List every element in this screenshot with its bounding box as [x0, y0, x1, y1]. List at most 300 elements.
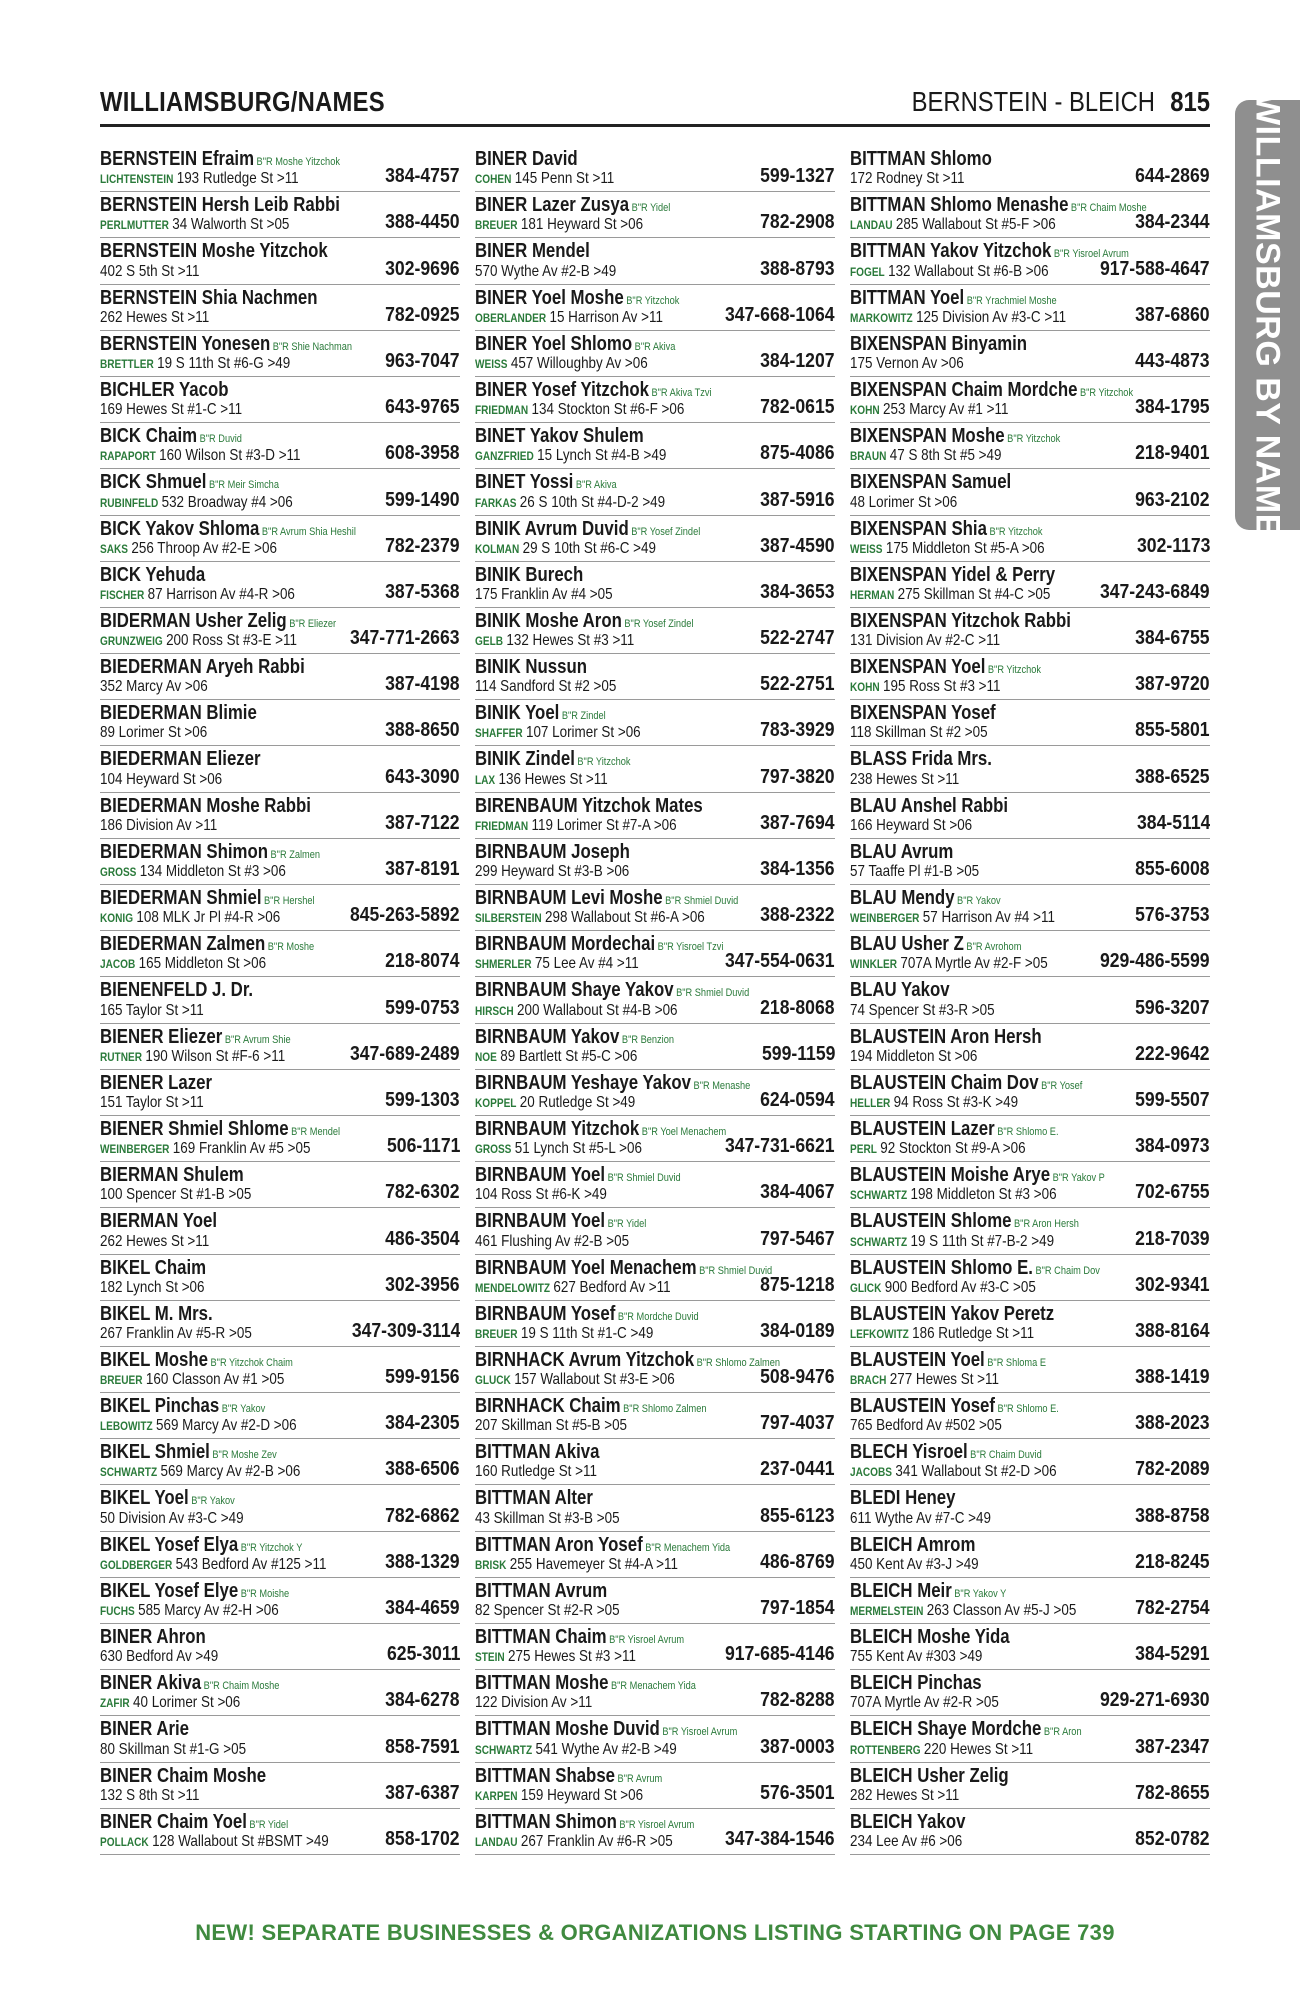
entry-phone: 917-685-4146 [725, 1643, 835, 1666]
page-header [100, 82, 1210, 127]
entry-address: 57 Harrison Av #4 >11 [922, 909, 1055, 927]
entry-line-name [850, 656, 1152, 679]
listing-entry [850, 423, 1210, 469]
entry-line-address [100, 1048, 285, 1066]
listing-entry [100, 1024, 460, 1070]
entry-in-law-name: ZAFIR [100, 1696, 130, 1711]
entry-address: 262 Hewes St >11 [100, 1232, 210, 1250]
entry-name: BINIK Zindel [475, 748, 575, 771]
entry-phone: 797-4037 [760, 1412, 835, 1435]
entry-phone: 486-8769 [760, 1550, 835, 1573]
entry-phone: 599-1327 [760, 165, 835, 188]
entry-father-name: B"R Yitzchok [1007, 433, 1061, 446]
entry-address: 532 Broadway #4 >06 [161, 493, 293, 511]
listing-entry [475, 1301, 835, 1347]
entry-in-law-name: BREUER [475, 1326, 518, 1341]
entry-in-law-name: WEINBERGER [100, 1142, 170, 1157]
entry-phone: 782-6302 [385, 1181, 460, 1204]
entry-line-address [475, 1233, 629, 1251]
listing-entry [850, 1393, 1210, 1439]
entry-name: BITTMAN Yoel [850, 286, 965, 309]
entry-line-name [850, 194, 1152, 217]
entry-in-law-name: SHAFFER [475, 726, 523, 741]
entry-line-address [100, 216, 289, 234]
entry-line-address [850, 1371, 999, 1389]
listing-entry [850, 1439, 1210, 1485]
entry-phone: 347-384-1546 [725, 1827, 835, 1850]
entry-phone: 875-1218 [760, 1273, 835, 1296]
entry-father-name: B"R Yrachmiel Moshe [966, 294, 1057, 307]
listing-entry [475, 1670, 835, 1716]
entry-address: 569 Marcy Av #2-D >06 [155, 1417, 297, 1435]
entry-father-name: B"R Avrum Shie [224, 1033, 291, 1046]
listing-entry [850, 192, 1210, 238]
entry-name: BIRNBAUM Yosef [475, 1302, 616, 1325]
entry-phone: 384-3653 [760, 580, 835, 603]
entry-in-law-name: KARPEN [475, 1788, 518, 1803]
entry-father-name: B"R Chaim Duvid [970, 1449, 1042, 1462]
entry-phone: 782-8288 [760, 1689, 835, 1712]
entry-line-address [100, 909, 280, 927]
entry-line-name [850, 1118, 1152, 1141]
entry-address: 352 Marcy Av >06 [100, 678, 208, 696]
entry-phone: 347-689-2489 [350, 1042, 460, 1065]
entry-phone: 599-1159 [761, 1042, 835, 1065]
entry-line-address [475, 1002, 678, 1020]
entry-name: BIXENSPAN Samuel [850, 471, 1012, 494]
entry-name: BLAU Yakov [850, 979, 950, 1002]
entry-phone: 596-3207 [1135, 996, 1210, 1019]
entry-name: BITTMAN Shimon [475, 1810, 617, 1833]
entry-phone: 782-2379 [385, 534, 460, 557]
entry-line-name [475, 1257, 777, 1280]
entry-address: 182 Lynch St >06 [100, 1278, 205, 1296]
entry-line-name [100, 1118, 402, 1141]
entry-in-law-name: MARKOWITZ [850, 310, 913, 325]
entry-line-name [100, 1349, 402, 1372]
entry-in-law-name: GROSS [475, 1142, 512, 1157]
entry-name: BIRNBAUM Mordechai [475, 933, 656, 956]
entry-name: BIEDERMAN Zalmen [100, 933, 266, 956]
entry-father-name: B"R Yisroel Avrum [619, 1818, 695, 1831]
listing-entry [100, 1439, 460, 1485]
listing-entry [100, 1809, 460, 1855]
entry-address: 200 Wallabout St #4-B >06 [517, 1001, 678, 1019]
entry-address: 104 Ross St #6-K >49 [475, 1186, 607, 1204]
entry-name: BLAUSTEIN Moishe Arye [850, 1164, 1051, 1187]
entry-name: BIENER Shmiel Shlome [100, 1117, 289, 1140]
listing-entry [100, 192, 460, 238]
entry-address: 50 Division Av #3-C >49 [100, 1509, 244, 1527]
entry-address: 900 Bedford Av #3-C >05 [884, 1278, 1036, 1296]
entry-line-address [850, 216, 1056, 234]
entry-father-name: B"R Chaim Moshe [1070, 202, 1147, 215]
entry-in-law-name: GLUCK [475, 1373, 511, 1388]
entry-address: 26 S 10th St #4-D-2 >49 [519, 493, 666, 511]
entry-line-name [475, 194, 777, 217]
entry-name: BITTMAN Moshe [475, 1672, 609, 1695]
entry-address: 131 Division Av #2-C >11 [850, 632, 1001, 650]
entry-line-address [850, 1140, 1026, 1158]
entry-line-name [100, 748, 402, 771]
entry-address: 238 Hewes St >11 [850, 770, 960, 788]
entry-line-name [850, 979, 1152, 1002]
entry-father-name: B"R Yakov Y [954, 1587, 1007, 1600]
entry-line-name [850, 1257, 1152, 1280]
entry-name: BIRNBAUM Yoel Menachem [475, 1256, 697, 1279]
entry-name: BIDERMAN Usher Zelig [100, 609, 287, 632]
entry-name: BINER David [475, 148, 578, 170]
entry-name: BLAU Anshel Rabbi [850, 794, 1009, 817]
entry-father-name: B"R Shlomo E. [997, 1125, 1059, 1138]
listing-entry [100, 1763, 460, 1809]
entry-phone: 384-1356 [760, 858, 835, 880]
entry-line-address [850, 1417, 1002, 1435]
entry-address: 220 Hewes St >11 [923, 1740, 1034, 1758]
listing-entry [100, 1347, 460, 1393]
entry-father-name: B"R Chaim Moshe [203, 1680, 280, 1693]
entry-name: BITTMAN Shlomo Menashe [850, 194, 1069, 217]
entry-in-law-name: LANDAU [475, 1834, 518, 1849]
listing-entry [100, 331, 460, 377]
entry-phone: 443-4873 [1135, 349, 1210, 372]
entry-address: 299 Heyward St #3-B >06 [475, 863, 630, 880]
entry-line-name [850, 379, 1152, 402]
entry-address: 157 Wallabout St #3-E >06 [514, 1371, 675, 1389]
entry-address: 166 Heyward St >06 [850, 816, 973, 834]
entry-line-name [100, 333, 402, 356]
entry-father-name: B"R Aron [1043, 1726, 1082, 1739]
entry-address: 57 Taaffe Pl #1-B >05 [850, 863, 980, 880]
entry-line-name [100, 1534, 402, 1557]
listing-entry [475, 238, 835, 284]
entry-in-law-name: SCHWARTZ [850, 1188, 908, 1203]
listing-entry [100, 1208, 460, 1254]
entry-address: 186 Division Av >11 [100, 816, 218, 834]
entry-line-address [850, 771, 959, 789]
entry-address: 165 Middleton St >06 [138, 955, 267, 973]
entry-line-name [850, 841, 1152, 864]
entry-in-law-name: KOHN [850, 403, 880, 418]
entry-father-name: B"R Avrum [617, 1772, 663, 1785]
listing-entry [475, 839, 835, 885]
entry-name: BERNSTEIN Hersh Leib Rabbi [100, 194, 340, 217]
entry-address: 298 Wallabout St #6-A >06 [545, 909, 705, 927]
entry-line-address [100, 1556, 326, 1574]
entry-father-name: B"R Zindel [561, 710, 606, 723]
entry-line-name [850, 1580, 1152, 1603]
entry-father-name: B"R Zalmen [270, 848, 321, 861]
entry-line-name [100, 564, 402, 587]
listing-columns [100, 146, 1210, 1908]
entry-name: BICK Yakov Shloma [100, 517, 260, 540]
entry-phone: 384-1795 [1135, 396, 1210, 419]
entry-line-name [475, 379, 777, 402]
entry-phone: 522-2751 [760, 673, 835, 696]
entry-father-name: B"R Yisroel Avrum [662, 1726, 738, 1739]
entry-line-address [850, 909, 1055, 927]
entry-line-name [100, 1210, 402, 1233]
entry-phone: 858-1702 [385, 1827, 460, 1850]
section-title: WILLIAMSBURG/NAMES [100, 86, 385, 117]
entry-line-address [850, 1510, 991, 1528]
entry-address: 543 Bedford Av #125 >11 [175, 1555, 327, 1573]
entry-line-address [100, 1186, 251, 1204]
entry-phone: 387-8191 [385, 858, 460, 880]
entry-address: 181 Heyward St >06 [520, 216, 644, 234]
entry-line-name [850, 1349, 1152, 1372]
entry-name: BERNSTEIN Yonesen [100, 332, 271, 355]
entry-phone: 783-3929 [760, 719, 835, 742]
entry-name: BIENENFELD J. Dr. [100, 979, 254, 1002]
listing-entry [475, 700, 835, 746]
entry-father-name: B"R Shlomo Zalmen [696, 1356, 780, 1369]
entry-phone: 782-8655 [1135, 1781, 1210, 1804]
entry-phone: 387-6387 [385, 1781, 460, 1804]
entry-address: 282 Hewes St >11 [850, 1786, 960, 1804]
entry-line-name [475, 979, 777, 1002]
entry-line-name [100, 1580, 402, 1603]
entry-in-law-name: GRUNZWEIG [100, 634, 163, 649]
entry-phone: 599-0753 [385, 996, 460, 1019]
entry-line-name [475, 1765, 777, 1788]
entry-line-name [100, 240, 402, 263]
entry-father-name: B"R Aron Hersh [1014, 1218, 1079, 1231]
listing-entry [850, 238, 1210, 284]
entry-address: 20 Rutledge St >49 [519, 1093, 636, 1111]
entry-name: BINIK Moshe Aron [475, 609, 622, 632]
entry-name: BINIK Burech [475, 563, 584, 586]
entry-phone: 388-4450 [385, 211, 460, 234]
listing-entry [850, 146, 1210, 192]
listing-entry [850, 839, 1210, 885]
entry-address: 92 Stockton St #9-A >06 [880, 1140, 1026, 1158]
entry-name: BLAUSTEIN Lazer [850, 1117, 995, 1140]
entry-name: BIXENSPAN Chaim Mordche [850, 378, 1078, 401]
entry-line-name [100, 425, 402, 448]
entry-line-address [100, 1140, 310, 1158]
listing-entry [475, 1716, 835, 1762]
entry-line-name [850, 148, 1152, 171]
entry-in-law-name: MERMELSTEIN [850, 1604, 924, 1618]
entry-line-name [850, 1164, 1152, 1187]
entry-in-law-name: WEISS [475, 356, 508, 371]
entry-phone: 347-771-2663 [350, 627, 460, 650]
entry-phone: 222-9642 [1135, 1042, 1210, 1065]
entry-line-address [100, 263, 200, 281]
entry-line-address [475, 1140, 642, 1158]
entry-address: 136 Hewes St >11 [498, 770, 608, 788]
entry-line-address [850, 678, 1000, 696]
entry-in-law-name: FOGEL [850, 264, 885, 279]
entry-phone: 855-6008 [1135, 858, 1210, 880]
entry-line-address [100, 1694, 240, 1712]
entry-name: BIKEL Yoel [100, 1487, 189, 1510]
entry-phone: 576-3753 [1135, 904, 1210, 927]
entry-line-name [100, 656, 402, 679]
entry-name: BIRNHACK Avrum Yitzchok [475, 1348, 695, 1371]
entry-in-law-name: HELLER [850, 1095, 891, 1110]
entry-name: BITTMAN Shabse [475, 1764, 616, 1787]
entry-address: 195 Ross St #3 >11 [883, 678, 1001, 696]
listing-entry [850, 285, 1210, 331]
entry-in-law-name: RUTNER [100, 1049, 142, 1064]
listing-entry [475, 1255, 835, 1301]
listing-entry [100, 469, 460, 515]
entry-name: BLAUSTEIN Shlome [850, 1210, 1012, 1233]
entry-line-name [850, 1395, 1152, 1418]
entry-line-address [100, 1325, 252, 1343]
entry-line-name [475, 333, 777, 356]
entry-line-address [850, 817, 972, 835]
entry-address: 29 S 10th St #6-C >49 [522, 539, 656, 557]
entry-name: BICK Yehuda [100, 563, 206, 586]
entry-father-name: B"R Yakov [221, 1403, 266, 1416]
entry-line-address [850, 263, 1049, 281]
name-range [912, 86, 1210, 118]
entry-line-address [100, 1510, 244, 1528]
entry-address: 19 S 11th St #1-C >49 [520, 1324, 654, 1342]
entry-phone: 218-8074 [385, 950, 460, 973]
entry-address: 134 Stockton St #6-F >06 [531, 401, 685, 419]
entry-address: 48 Lorimer St >06 [850, 493, 958, 511]
entry-line-address [100, 1741, 246, 1759]
entry-name: BLEICH Usher Zelig [850, 1764, 1009, 1787]
entry-father-name: B"R Yoel Menachem [641, 1125, 727, 1138]
entry-in-law-name: GELB [475, 634, 504, 649]
entry-father-name: B"R Yosef Zindel [631, 525, 701, 538]
entry-name: BLEICH Shaye Mordche [850, 1718, 1042, 1741]
entry-father-name: B"R Shlomo E. [997, 1403, 1059, 1416]
entry-father-name: B"R Shmiel Duvid [676, 987, 750, 1000]
entry-father-name: B"R Menashe [693, 1079, 751, 1092]
entry-father-name: B"R Shmiel Duvid [607, 1172, 681, 1185]
entry-name: BIKEL Moshe [100, 1348, 208, 1371]
entry-in-law-name: HERMAN [850, 587, 895, 602]
entry-line-address [100, 955, 266, 973]
entry-line-address [475, 1417, 627, 1435]
entry-phone: 384-1207 [760, 349, 835, 372]
entry-address: 193 Rutledge St >11 [176, 170, 299, 188]
entry-line-name [475, 1395, 777, 1418]
entry-line-address [100, 678, 208, 696]
entry-in-law-name: OBERLANDER [475, 310, 547, 325]
entry-name: BINER Chaim Moshe [100, 1764, 267, 1787]
entry-line-address [850, 1833, 962, 1851]
listing-column [475, 146, 835, 1908]
entry-phone: 782-2754 [1135, 1597, 1210, 1619]
listing-entry [850, 654, 1210, 700]
entry-in-law-name: LICHTENSTEIN [100, 172, 174, 187]
entry-name: BERNSTEIN Moshe Yitzchok [100, 240, 328, 263]
entry-name: BINIK Nussun [475, 656, 588, 679]
entry-name: BINIK Yoel [475, 702, 560, 725]
entry-phone: 388-2023 [1135, 1412, 1210, 1435]
entry-phone: 384-0189 [760, 1319, 835, 1342]
entry-line-name [850, 1534, 1152, 1557]
entry-line-address [850, 540, 1045, 558]
entry-father-name: B"R Mordche Duvid [617, 1310, 699, 1323]
entry-line-name [475, 1718, 777, 1741]
entry-line-address [100, 309, 209, 327]
listing-entry [475, 1024, 835, 1070]
entry-line-address [475, 1048, 637, 1066]
listing-entry [100, 562, 460, 608]
entry-line-address [100, 1463, 300, 1481]
entry-in-law-name: POLLACK [100, 1834, 149, 1849]
entry-address: 89 Lorimer St >06 [100, 724, 208, 742]
entry-address: 74 Spencer St #3-R >05 [850, 1001, 995, 1019]
entry-line-name [850, 702, 1152, 725]
entry-phone: 387-5368 [385, 580, 460, 603]
listing-entry [100, 238, 460, 284]
listing-entry [475, 654, 835, 700]
entry-phone: 782-0925 [385, 303, 460, 326]
entry-line-address [100, 1417, 297, 1435]
entry-line-address [475, 909, 705, 927]
listing-column [100, 146, 460, 1908]
entry-address: 160 Rutledge St >11 [475, 1463, 597, 1481]
entry-phone: 347-309-3114 [351, 1319, 460, 1342]
entry-name: BIXENSPAN Moshe [850, 425, 1005, 448]
entry-address: 707A Myrtle Av #2-R >05 [850, 1694, 999, 1712]
entry-line-address [475, 355, 648, 373]
entry-in-law-name: FRIEDMAN [475, 818, 529, 833]
entry-father-name: B"R Shie Nachman [272, 340, 353, 353]
listing-entry [100, 1162, 460, 1208]
entry-line-address [100, 724, 207, 742]
entry-phone: 576-3501 [760, 1781, 835, 1804]
entry-phone: 387-7694 [760, 811, 835, 834]
entry-name: BIKEL Yosef Elya [100, 1533, 239, 1556]
entry-name: BIKEL Shmiel [100, 1441, 210, 1464]
entry-address: 457 Willoughby Av >06 [510, 354, 648, 372]
entry-line-name [100, 287, 402, 310]
entry-line-address [475, 447, 666, 465]
entry-line-name [850, 610, 1152, 633]
entry-address: 611 Wythe Av #7-C >49 [850, 1509, 991, 1527]
listing-entry [475, 1624, 835, 1670]
entry-in-law-name: GANZFRIED [475, 449, 534, 464]
entry-line-name [475, 887, 777, 910]
listing-entry [475, 1347, 835, 1393]
entry-line-address [850, 955, 1048, 973]
entry-phone: 218-8245 [1135, 1550, 1210, 1573]
entry-line-address [850, 1741, 1033, 1759]
entry-phone: 388-8793 [760, 257, 835, 280]
entry-address: 200 Ross St #3-E >11 [166, 632, 297, 650]
entry-name: BINER Yosef Yitzchok [475, 378, 649, 401]
entry-in-law-name: NOE [475, 1049, 497, 1064]
entry-in-law-name: FUCHS [100, 1604, 135, 1618]
entry-line-name [475, 1164, 777, 1187]
listing-entry [100, 977, 460, 1023]
entry-line-address [475, 263, 616, 281]
entry-name: BIXENSPAN Yidel & Perry [850, 563, 1056, 586]
entry-phone: 797-3820 [760, 765, 835, 788]
entry-address: 145 Penn St >11 [514, 170, 615, 188]
entry-line-name [100, 795, 402, 818]
entry-in-law-name: RAPAPORT [100, 449, 156, 464]
entry-address: 104 Heyward St >06 [100, 770, 223, 788]
entry-in-law-name: GOLDBERGER [100, 1557, 173, 1572]
entry-phone: 387-4590 [760, 534, 835, 557]
listing-entry [850, 1716, 1210, 1762]
entry-phone: 522-2747 [760, 627, 835, 650]
entry-line-address [850, 1602, 1076, 1620]
entry-line-name [100, 841, 402, 864]
entry-line-name [475, 1303, 777, 1326]
